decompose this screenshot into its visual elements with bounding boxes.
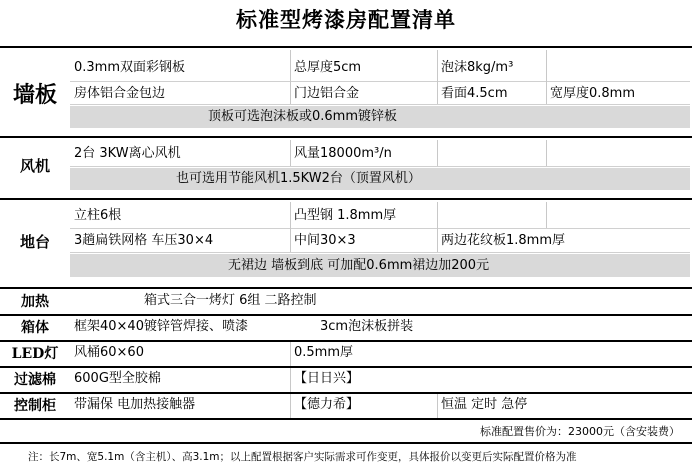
divider [0, 287, 692, 289]
cell: 风量18000m³/n [294, 146, 392, 161]
cell: 600G型全胶棉 [74, 371, 161, 386]
cell: 3趟扁铁网格 车压30×4 [74, 233, 214, 248]
divider [0, 340, 692, 342]
section-label-led: LED灯 [11, 346, 59, 362]
cell: 【德力希】 [294, 397, 360, 412]
cell: 2台 3KW离心风机 [74, 146, 181, 161]
cell: 立柱6根 [74, 208, 122, 223]
cell: 恒温 定时 急停 [441, 397, 528, 412]
cell: 箱式三合一烤灯 6组 二路控制 [144, 293, 317, 308]
cell: 凸型钢 1.8mm厚 [294, 208, 397, 223]
cell: 泡沫8kg/m³ [441, 60, 514, 75]
cell: 0.5mm厚 [294, 345, 354, 360]
cell: 顶板可选泡沫板或0.6mm镀锌板 [208, 109, 398, 124]
section-label-fan: 风机 [19, 157, 50, 175]
divider [0, 46, 692, 48]
divider [0, 314, 692, 316]
cell: 也可选用节能风机1.5KW2台（顶置风机） [176, 171, 421, 186]
cell: 带漏保 电加热接触器 [74, 397, 196, 412]
cell: 房体铝合金包边 [74, 86, 166, 101]
cell: 风桶60×60 [74, 345, 144, 360]
section-label-wall: 墙板 [12, 82, 57, 108]
divider [0, 366, 692, 368]
section-label-box: 箱体 [21, 320, 49, 336]
cell: 门边铝合金 [294, 86, 360, 101]
cell: 中间30×3 [294, 233, 356, 248]
divider [0, 136, 692, 138]
cell: 【日日兴】 [294, 371, 360, 386]
cell: 0.3mm双面彩钢板 [74, 60, 186, 75]
divider [0, 442, 692, 444]
section-label-heat: 加热 [21, 294, 49, 310]
cell: 框架40×40镀锌管焊接、喷漆 [74, 319, 248, 334]
divider [0, 392, 692, 394]
footnote: 注：长7m、宽5.1m（含主机）、高3.1m；以上配置根据客户实际需求可作变更，具体报价以变更后实际配置价格为准 [28, 451, 577, 463]
price-label: 标准配置售价为：23000元（含安装费） [480, 425, 680, 438]
cell: 两边花纹板1.8mm厚 [441, 233, 566, 248]
cell: 宽厚度0.8mm [550, 86, 636, 101]
divider [0, 198, 692, 200]
cell: 看面4.5cm [441, 86, 508, 101]
section-label-floor: 地台 [19, 233, 50, 251]
cell: 总厚度5cm [294, 60, 362, 75]
divider [0, 418, 692, 420]
cell: 3cm泡沫板拼装 [320, 319, 414, 334]
section-label-control: 控制柜 [14, 398, 56, 414]
page-title: 标准型烤漆房配置清单 [236, 7, 456, 32]
section-label-filter: 过滤棉 [14, 372, 56, 388]
cell: 无裙边 墙板到底 可加配0.6mm裙边加200元 [228, 258, 490, 273]
